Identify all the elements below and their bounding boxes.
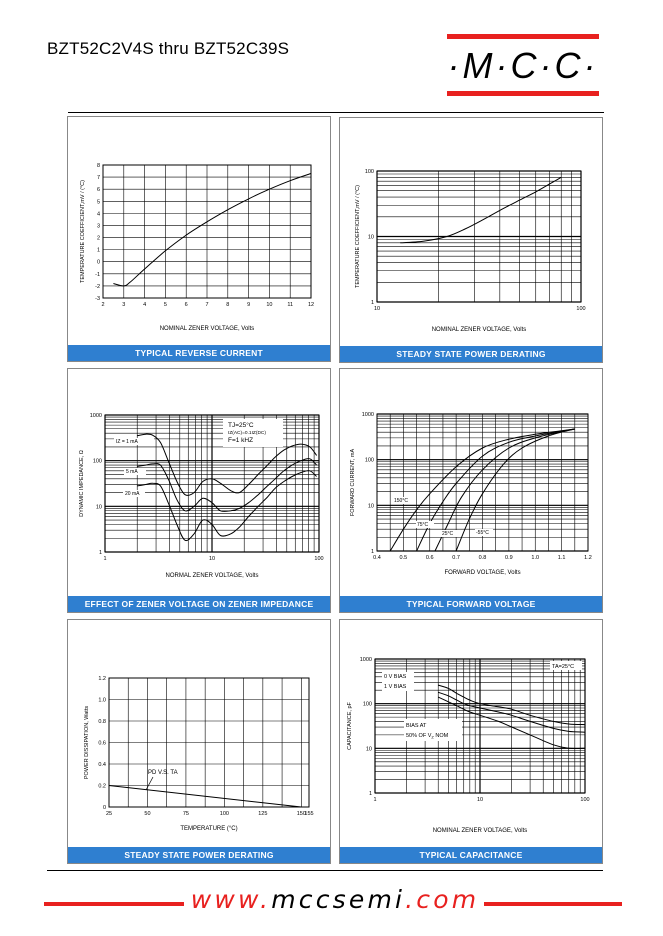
series-label: 150°C [394,498,408,504]
y-tick-label: 0.6 [98,740,106,747]
mcc-logo [447,34,599,96]
plot-area [377,171,581,302]
series-label: IZ = 1 mA [116,439,138,445]
chart-temp-coefficient-high [340,118,602,346]
x-axis-label: FORWARD VOLTAGE, Volts [444,570,521,576]
x-tick-label: 150 [296,811,306,817]
annotation-tj: TJ=25°C [228,422,254,429]
y-axis-label: TEMPERATURE COEFFICIENT,mV / (°C) [355,185,361,288]
y-axis-label: TEMPERATURE COEFFICIENT,mV / (°C) [80,180,86,283]
annotation-freq: F=1 kHZ [228,437,254,444]
x-axis-label: NOMINAL ZENER VOLTAGE, Volts [431,327,527,333]
x-tick-label: 100 [580,797,590,803]
y-tick-label: -3 [95,296,100,302]
panel-1-caption: TYPICAL REVERSE CURRENT [68,345,330,361]
x-tick-label: 0.7 [452,555,460,561]
y-axis-label: POWER DISSIPATION, Watts [84,705,90,780]
y-axis-label: DYNAMIC IMPEDANCE, Ω [79,450,85,517]
y-tick-label: 1000 [361,412,374,418]
annotation-iz: IZ(AC)=0.1IZ(DC) [228,431,266,436]
y-tick-label: 10 [95,504,102,511]
x-tick-label: 1.2 [584,555,592,561]
y-tick-label: 1.2 [98,676,106,682]
x-tick-label: 10 [476,797,484,803]
x-tick-label: 0.4 [373,555,381,561]
y-tick-label: 10 [367,234,374,241]
x-tick-label: 10 [373,306,381,312]
x-axis-label: NOMINAL ZENER VOLTAGE, Volts [159,326,255,332]
y-axis-label: CAPACITANCE, pF [347,702,353,750]
x-tick-label: 2 [101,302,105,308]
y-tick-label: 1000 [359,657,372,663]
x-tick-label: 75 [182,811,189,817]
series-label: 5 mA [126,469,138,475]
x-tick-label: 125 [258,811,268,817]
y-tick-label: 100 [364,457,374,464]
x-tick-label: 3 [122,302,126,308]
chart-capacitance [340,620,602,847]
y-tick-label: 1 [368,791,372,797]
panel-3-caption: EFFECT OF ZENER VOLTAGE ON ZENER IMPEDANCE [68,596,330,612]
panel-1 [67,116,331,362]
series-line-1 [137,459,316,512]
website-link[interactable]: www.mccsemi.com [190,885,480,914]
x-tick-label: 0.6 [425,555,434,561]
y-tick-label: -2 [95,283,100,290]
series-label: 25°C [442,531,454,537]
series-line-0 [113,174,311,286]
y-tick-label: 1 [98,550,102,556]
y-tick-label: 0.8 [98,719,106,725]
document-title: BZT52C2V4S thru BZT52C39S [47,39,290,58]
x-tick-label: 4 [143,302,147,308]
y-tick-label: 0 [102,805,106,811]
series-line-0 [400,177,561,243]
x-tick-label: 12 [307,302,315,308]
plot-area [109,678,309,807]
series-label: 75°C [417,522,429,528]
series-label: 20 mA [125,491,140,497]
panel-3 [67,368,331,613]
y-tick-label: 1 [96,247,100,254]
y-tick-label: 6 [96,187,100,194]
x-tick-label: 10 [266,302,273,308]
x-tick-label: 1.0 [531,555,540,561]
x-tick-label: 50 [144,811,151,817]
series-label-bias-at: BIAS AT [406,723,427,729]
chart-power-derating [68,620,330,847]
x-tick-label: 1.1 [557,555,566,561]
x-tick-label: 1 [373,797,377,803]
header-divider [68,112,604,113]
panel-6-caption: TYPICAL CAPACITANCE [340,847,602,863]
x-axis-label: TEMPERATURE (°C) [180,826,238,832]
y-tick-label: 10 [367,503,374,510]
y-tick-label: 100 [92,458,102,465]
x-tick-label: 0.5 [399,555,408,561]
series-label-0v: 0 V BIAS [384,674,407,680]
y-tick-label: 0 [96,259,100,266]
y-tick-label: 8 [96,163,100,169]
y-tick-label: 4 [96,211,100,218]
x-axis-label: NORMAL ZENER VOLTAGE, Volts [165,573,259,579]
footer-bar-left [44,902,184,906]
y-tick-label: 1 [370,549,374,555]
x-tick-label: 7 [205,302,209,308]
panel-4 [339,368,603,613]
y-tick-label: 1.0 [98,697,106,704]
panel-5 [67,619,331,864]
x-tick-label: 11 [287,302,294,308]
x-tick-label: 8 [226,302,230,308]
series-label-bias-pct: 50% OF $V_Z$ NOM [406,733,449,740]
y-axis-label: FORWARD CURRENT, mA [350,448,356,517]
y-tick-label: -1 [95,271,100,278]
y-tick-label: 100 [362,701,372,708]
y-tick-label: 5 [96,199,100,206]
plot-area [105,415,319,552]
x-tick-label: 100 [219,811,229,817]
panel-2-caption: STEADY STATE POWER DERATING [340,346,602,362]
svg-text:·M·C·C·: ·M·C·C· [447,45,599,86]
footer-divider [47,870,603,871]
x-tick-label: 0.9 [505,555,513,561]
x-tick-label: 6 [184,302,188,308]
legend-label: PD V.S. TA [148,770,178,776]
x-axis-label: NOMINAL ZENER VOLTAGE, Volts [432,828,528,834]
x-tick-label: 10 [208,556,216,562]
x-tick-label: 9 [247,302,251,308]
series-label: -55°C [476,530,489,536]
panel-6 [339,619,603,864]
y-tick-label: 100 [364,169,374,175]
chart-temp-coefficient-low [68,117,330,345]
y-tick-label: 0.2 [98,783,106,790]
y-tick-label: 0.4 [98,762,106,768]
x-tick-label: 100 [576,306,586,312]
annotation-ta: TA=25°C [552,664,575,670]
x-tick-label: 0.8 [478,555,487,561]
y-tick-label: 10 [365,746,372,753]
series-label-1v: 1 V BIAS [384,684,407,690]
y-tick-label: 1000 [89,413,102,419]
x-tick-label: 25 [105,811,113,817]
panel-2 [339,117,603,363]
x-tick-label: 155 [304,811,314,817]
x-tick-label: 100 [314,556,324,562]
y-tick-label: 1 [370,300,374,306]
y-tick-label: 7 [96,175,100,182]
chart-zener-impedance [68,369,330,596]
panel-4-caption: TYPICAL FORWARD VOLTAGE [340,596,602,612]
y-tick-label: 2 [96,235,100,242]
chart-forward-voltage [340,369,602,596]
x-tick-label: 5 [163,302,167,308]
y-tick-label: 3 [96,223,100,230]
x-tick-label: 1 [103,556,107,562]
panel-5-caption: STEADY STATE POWER DERATING [68,847,330,863]
series-line-3 [456,429,575,551]
legend-leader [146,777,153,790]
footer-bar-right [484,902,622,906]
